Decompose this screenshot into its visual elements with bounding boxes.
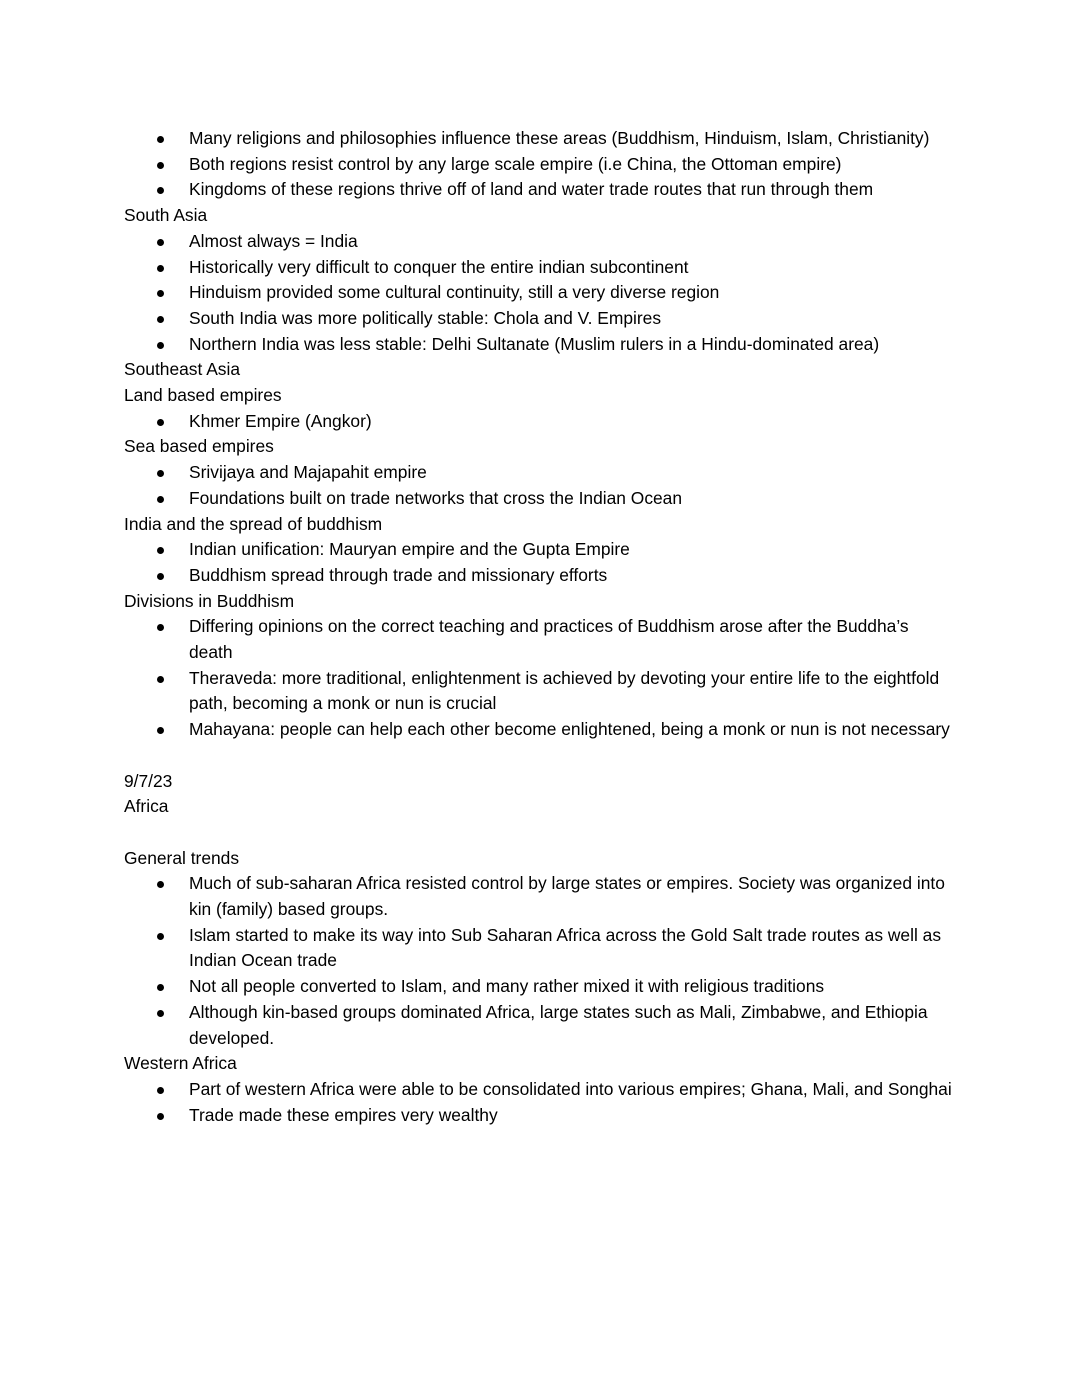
- bullet-point-icon: [157, 136, 164, 143]
- bullet-point-icon: [157, 573, 164, 580]
- list-item: [124, 152, 954, 178]
- list-item-text: Historically very difficult to conquer the entire indian subcontinent: [189, 256, 689, 277]
- blank-line: [124, 820, 954, 846]
- section-heading: Land based empires: [124, 385, 282, 406]
- list-item-text: Srivijaya and Majapahit empire: [189, 462, 427, 483]
- section-heading: 9/7/23: [124, 770, 173, 791]
- bullet-point-icon: [157, 676, 164, 683]
- bullet-point-icon: [157, 1113, 164, 1120]
- list-item-text: Khmer Empire (Angkor): [189, 410, 372, 431]
- list-item-text: South India was more politically stable: Chola and V. Empires: [189, 307, 662, 328]
- list-item-text: Differing opinions on the correct teaching and practices of Buddhism arose after the Buddha’s death: [189, 616, 909, 663]
- bullet-point-icon: [157, 1010, 164, 1017]
- bullet-list: [124, 229, 954, 358]
- bullet-list: [124, 614, 954, 743]
- list-item: [124, 229, 954, 255]
- section-heading: General trends: [124, 847, 240, 868]
- section-heading: Sea based empires: [124, 436, 274, 457]
- list-item: [124, 871, 954, 922]
- bullet-point-icon: [157, 984, 164, 991]
- section-heading: Southeast Asia: [124, 359, 241, 380]
- list-item: [124, 306, 954, 332]
- list-item-text: Indian unification: Mauryan empire and the Gupta Empire: [189, 539, 630, 560]
- list-item: [124, 614, 954, 665]
- section-heading: Western Africa: [124, 1053, 237, 1074]
- list-item: [124, 332, 954, 358]
- list-item: [124, 923, 954, 974]
- list-item-text: Hinduism provided some cultural continuity, still a very diverse region: [189, 282, 720, 303]
- list-item-text: Part of western Africa were able to be consolidated into various empires; Ghana, Mali, and Songhai: [189, 1078, 952, 1099]
- list-item: [124, 255, 954, 281]
- bullet-point-icon: [157, 727, 164, 734]
- section-heading: India and the spread of buddhism: [124, 513, 383, 534]
- bullet-list: [124, 1077, 954, 1128]
- list-item: [124, 1000, 954, 1051]
- list-item-text: Both regions resist control by any large scale empire (i.e China, the Ottoman empire): [189, 153, 842, 174]
- list-item: [124, 486, 954, 512]
- section-heading: Africa: [124, 796, 169, 817]
- list-item-text: Buddhism spread through trade and missionary efforts: [189, 564, 608, 585]
- list-item-text: Northern India was less stable: Delhi Sultanate (Muslim rulers in a Hindu-dominated area): [189, 333, 880, 354]
- list-item: [124, 409, 954, 435]
- list-item-text: Although kin-based groups dominated Africa, large states such as Mali, Zimbabwe, and Ethiopia developed.: [189, 1001, 928, 1048]
- bullet-list: [124, 409, 954, 435]
- bullet-point-icon: [157, 470, 164, 477]
- list-item-text: Theraveda: more traditional, enlightenment is achieved by devoting your entire life to the eightfold path, becoming a monk or nun is crucial: [189, 667, 940, 714]
- bullet-point-icon: [157, 239, 164, 246]
- bullet-point-icon: [157, 496, 164, 503]
- list-item: [124, 460, 954, 486]
- list-item-text: Trade made these empires very wealthy: [189, 1104, 498, 1125]
- bullet-point-icon: [157, 265, 164, 272]
- bullet-point-icon: [157, 1087, 164, 1094]
- bullet-point-icon: [157, 187, 164, 194]
- list-item-text: Almost always = India: [189, 230, 358, 251]
- list-item-text: Many religions and philosophies influence these areas (Buddhism, Hinduism, Islam, Christianity): [189, 128, 930, 148]
- bullet-point-icon: [157, 624, 164, 631]
- list-item: [124, 126, 954, 152]
- list-item-text: Foundations built on trade networks that cross the Indian Ocean: [189, 487, 683, 508]
- bullet-point-icon: [157, 547, 164, 554]
- bullet-point-icon: [157, 162, 164, 169]
- bullet-point-icon: [157, 933, 164, 940]
- list-item-text: Kingdoms of these regions thrive off of land and water trade routes that run through them: [189, 179, 874, 200]
- bullet-point-icon: [157, 881, 164, 888]
- bullet-point-icon: [157, 290, 164, 297]
- bullet-point-icon: [157, 419, 164, 426]
- list-item: [124, 280, 954, 306]
- list-item: [124, 563, 954, 589]
- section-heading: Divisions in Buddhism: [124, 590, 295, 611]
- list-item-text: Islam started to make its way into Sub Saharan Africa across the Gold Salt trade routes as well as Indian Ocean trade: [189, 924, 942, 971]
- list-item-text: Mahayana: people can help each other become enlightened, being a monk or nun is not necessary: [189, 719, 950, 740]
- blank-line: [124, 743, 954, 769]
- bullet-list: [124, 126, 954, 203]
- document-content: [124, 126, 954, 1128]
- list-item: [124, 1103, 954, 1129]
- section-heading: South Asia: [124, 205, 208, 226]
- list-item-text: Not all people converted to Islam, and many rather mixed it with religious traditions: [189, 976, 825, 997]
- bullet-list: [124, 537, 954, 588]
- list-item: [124, 974, 954, 1000]
- bullet-point-icon: [157, 316, 164, 323]
- list-item: [124, 666, 954, 717]
- list-item: [124, 177, 954, 203]
- list-item-text: Much of sub-saharan Africa resisted control by large states or empires. Society was organized into kin (family) based groups.: [189, 873, 945, 920]
- bullet-point-icon: [157, 342, 164, 349]
- list-item: [124, 1077, 954, 1103]
- bullet-list: [124, 460, 954, 511]
- list-item: [124, 717, 954, 743]
- bullet-list: [124, 871, 954, 1051]
- list-item: [124, 537, 954, 563]
